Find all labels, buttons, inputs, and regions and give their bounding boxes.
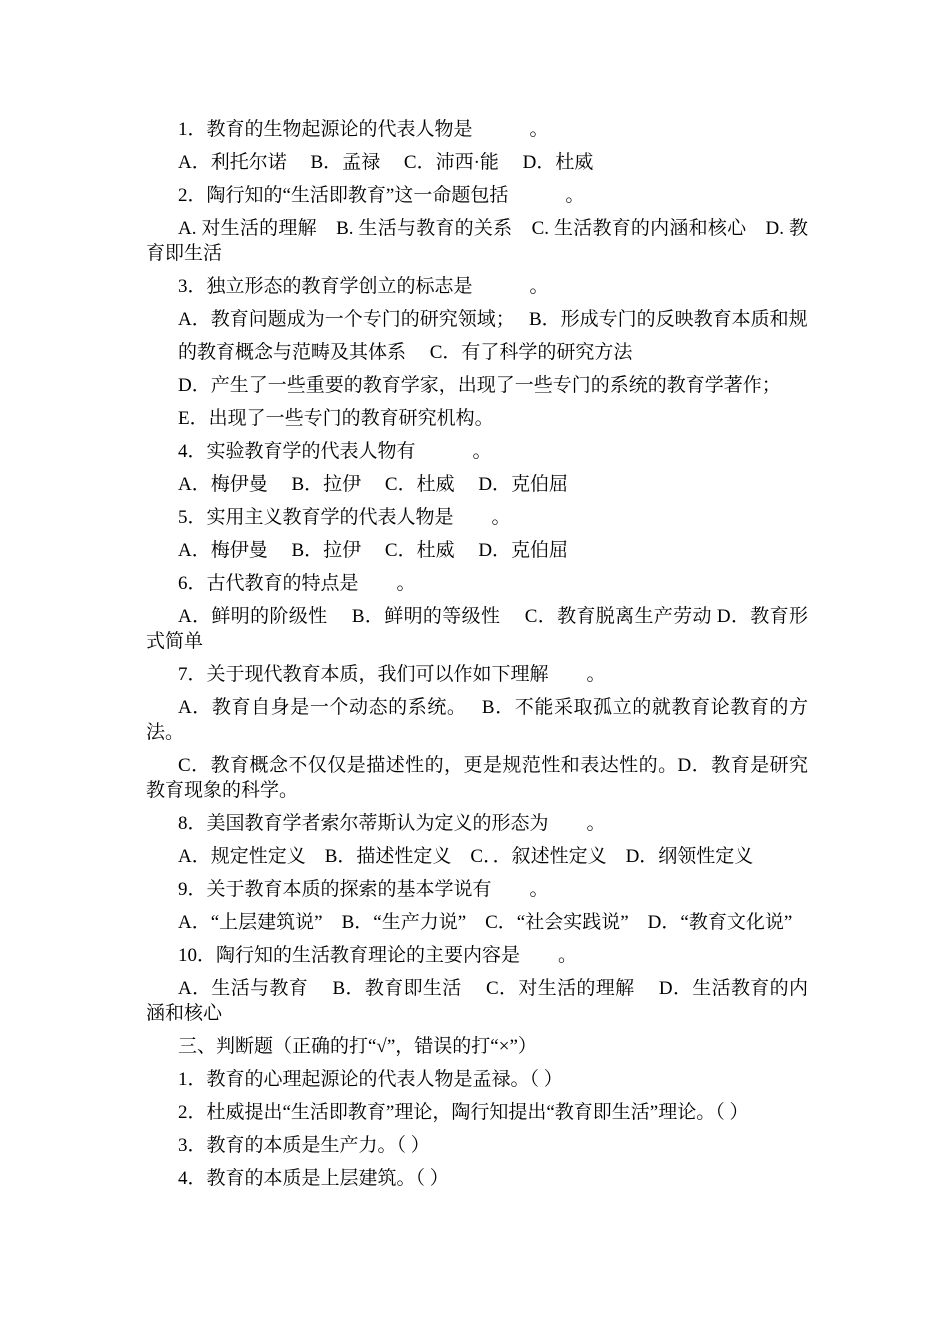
judgment-item-4: 4．教育的本质是上层建筑。（ ） [178, 1168, 449, 1189]
question-10-stem: 10．陶行知的生活教育理论的主要内容是 。 [178, 945, 578, 966]
question-9-stem: 9．关于教育本质的探索的基本学说有 。 [178, 879, 549, 900]
question-1-options: A．利托尔诺 B．孟禄 C．沛西·能 D．杜威 [178, 152, 594, 173]
question-6-options: A．鲜明的阶级性 B．鲜明的等级性 C．教育脱离生产劳动 D．教育形式简单 [146, 606, 808, 652]
question-5-stem: 5．实用主义教育学的代表人物是 。 [178, 507, 511, 528]
judgment-item-1: 1．教育的心理起源论的代表人物是孟禄。（ ） [178, 1069, 563, 1090]
question-7-stem: 7．关于现代教育本质，我们可以作如下理解 。 [178, 664, 606, 685]
question-3-option-d: D．产生了一些重要的教育学家，出现了一些专门的系统的教育学著作； [178, 375, 781, 396]
question-7-options-cd: C．教育概念不仅仅是描述性的，更是规范性和表达性的。D．教育是研究教育现象的科学。 [146, 755, 808, 801]
question-7-options-ab: A．教育自身是一个动态的系统。 B．不能采取孤立的就教育论教育的方法。 [146, 697, 808, 743]
question-2-stem: 2．陶行知的“生活即教育”这一命题包括 。 [178, 185, 585, 206]
question-6-stem: 6．古代教育的特点是 。 [178, 573, 416, 594]
question-3-stem: 3．独立形态的教育学创立的标志是 。 [178, 276, 549, 297]
question-5-options: A．梅伊曼 B．拉伊 C．杜威 D．克伯屈 [178, 540, 569, 561]
question-2-options: A. 对生活的理解 B. 生活与教育的关系 C. 生活教育的内涵和核心 D. 教育即生活 [146, 218, 808, 264]
judgment-item-3: 3．教育的本质是生产力。（ ） [178, 1135, 430, 1156]
question-8-options: A．规定性定义 B．描述性定义 C．．叙述性定义 D．纲领性定义 [178, 846, 754, 867]
question-3-options-ab: A．教育问题成为一个专门的研究领域； B．形成专门的反映教育本质和规 [178, 309, 808, 330]
question-3-option-e: E．出现了一些专门的教育研究机构。 [178, 408, 494, 429]
judgment-section-heading: 三、判断题（正确的打“√”，错误的打“×”） [178, 1036, 537, 1057]
question-8-stem: 8．美国教育学者索尔蒂斯认为定义的形态为 。 [178, 813, 606, 834]
document-page [146, 117, 808, 1199]
judgment-item-2: 2．杜威提出“生活即教育”理论，陶行知提出“教育即生活”理论。（ ） [178, 1102, 749, 1123]
question-3-options-b-cont-c: 的教育概念与范畴及其体系 C．有了科学的研究方法 [178, 342, 633, 363]
question-4-stem: 4．实验教育学的代表人物有 。 [178, 441, 492, 462]
question-10-options: A．生活与教育 B．教育即生活 C．对生活的理解 D．生活教育的内涵和核心 [146, 978, 808, 1024]
question-9-options: A．“上层建筑说” B．“生产力说” C．“社会实践说” D．“教育文化说” [178, 912, 793, 933]
question-4-options: A．梅伊曼 B．拉伊 C．杜威 D．克伯屈 [178, 474, 569, 495]
question-1-stem: 1．教育的生物起源论的代表人物是 。 [178, 119, 549, 140]
